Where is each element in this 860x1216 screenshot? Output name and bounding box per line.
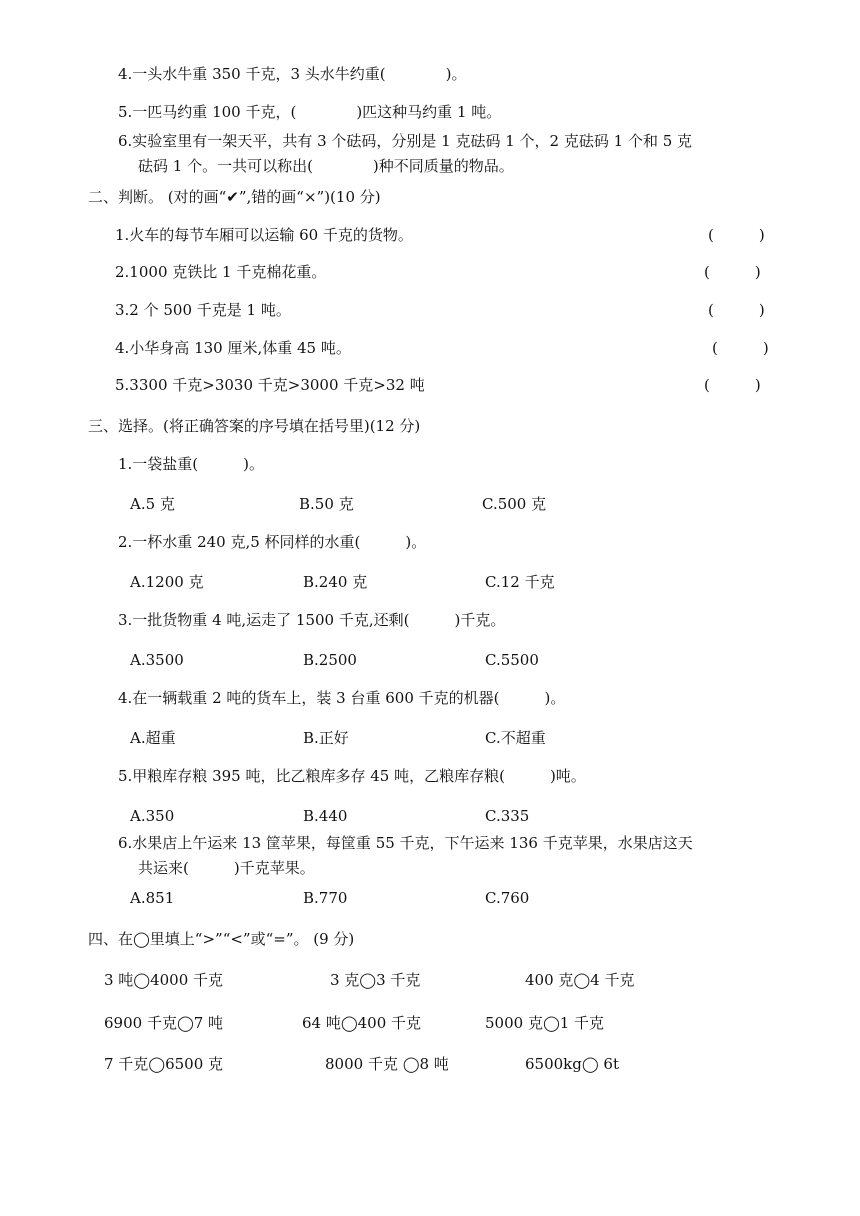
choice-question-6-line2: 共运来( )千克苹果。 <box>138 859 315 877</box>
choice-4-option-b: B.正好 <box>303 729 349 747</box>
answer-paren-2: ( ) <box>704 263 761 281</box>
choice-3-option-a: A.3500 <box>130 651 184 669</box>
choice-4-option-c: C.不超重 <box>485 729 546 747</box>
choice-6-option-a: A.851 <box>130 889 175 907</box>
choice-3-option-c: C.5500 <box>485 651 539 669</box>
choice-question-3: 3.一批货物重 4 吨,运走了 1500 千克,还剩( )千克。 <box>118 611 506 629</box>
judge-item-3: 3.2 个 500 千克是 1 吨。 <box>115 301 291 319</box>
answer-paren-1: ( ) <box>708 226 765 244</box>
choice-5-option-b: B.440 <box>303 807 348 825</box>
question-1-6-line1: 6.实验室里有一架天平，共有 3 个砝码，分别是 1 克砝码 1 个，2 克砝码 1 个和 5 克 <box>118 132 693 150</box>
choice-6-option-b: B.770 <box>303 889 348 907</box>
compare-r3-c3: 6500kg◯ 6t <box>525 1055 619 1073</box>
choice-2-option-c: C.12 千克 <box>485 573 555 591</box>
choice-2-option-a: A.1200 克 <box>130 573 204 591</box>
judge-item-5: 5.3300 千克>3030 千克>3000 千克>32 吨 <box>115 376 425 394</box>
section-3-heading: 三、选择。(将正确答案的序号填在括号里)(12 分) <box>88 417 421 435</box>
choice-5-option-a: A.350 <box>130 807 175 825</box>
compare-r2-c2: 64 吨◯400 千克 <box>302 1014 422 1032</box>
choice-5-option-c: C.335 <box>485 807 530 825</box>
choice-2-option-b: B.240 克 <box>303 573 368 591</box>
choice-question-6-line1: 6.水果店上午运来 13 筐苹果，每筐重 55 千克，下午运来 136 千克苹果，水果店这天 <box>118 834 693 852</box>
judge-item-4: 4.小华身高 130 厘米,体重 45 吨。 <box>115 339 351 357</box>
question-1-6-line2: 砝码 1 个。一共可以称出( )种不同质量的物品。 <box>138 157 514 175</box>
judge-item-1: 1.火车的每节车厢可以运输 60 千克的货物。 <box>115 226 413 244</box>
compare-r1-c1: 3 吨◯4000 千克 <box>104 971 224 989</box>
answer-paren-4: ( ) <box>712 339 769 357</box>
choice-question-5: 5.甲粮库存粮 395 吨，比乙粮库多存 45 吨，乙粮库存粮( )吨。 <box>118 767 586 785</box>
choice-1-option-b: B.50 克 <box>299 495 354 513</box>
answer-paren-5: ( ) <box>704 376 761 394</box>
compare-r3-c1: 7 千克◯6500 克 <box>104 1055 224 1073</box>
section-2-heading: 二、判断。 (对的画“✔”,错的画“×”)(10 分) <box>88 188 381 206</box>
compare-r3-c2: 8000 千克 ◯8 吨 <box>325 1055 449 1073</box>
answer-paren-3: ( ) <box>708 301 765 319</box>
choice-1-option-a: A.5 克 <box>130 495 175 513</box>
choice-3-option-b: B.2500 <box>303 651 357 669</box>
compare-r2-c3: 5000 克◯1 千克 <box>485 1014 605 1032</box>
compare-r1-c3: 400 克◯4 千克 <box>525 971 635 989</box>
choice-4-option-a: A.超重 <box>130 729 176 747</box>
choice-6-option-c: C.760 <box>485 889 530 907</box>
choice-1-option-c: C.500 克 <box>482 495 547 513</box>
question-1-4: 4.一头水牛重 350 千克，3 头水牛约重( )。 <box>118 65 467 83</box>
choice-question-2: 2.一杯水重 240 克,5 杯同样的水重( )。 <box>118 533 427 551</box>
choice-question-1: 1.一袋盐重( )。 <box>118 455 265 473</box>
question-1-5: 5.一匹马约重 100 千克，( )匹这种马约重 1 吨。 <box>118 103 502 121</box>
section-4-heading: 四、在◯里填上“>”“<”或“=”。 (9 分) <box>88 930 355 948</box>
choice-question-4: 4.在一辆载重 2 吨的货车上，装 3 台重 600 千克的机器( )。 <box>118 689 566 707</box>
compare-r1-c2: 3 克◯3 千克 <box>330 971 421 989</box>
judge-item-2: 2.1000 克铁比 1 千克棉花重。 <box>115 263 327 281</box>
compare-r2-c1: 6900 千克◯7 吨 <box>104 1014 224 1032</box>
